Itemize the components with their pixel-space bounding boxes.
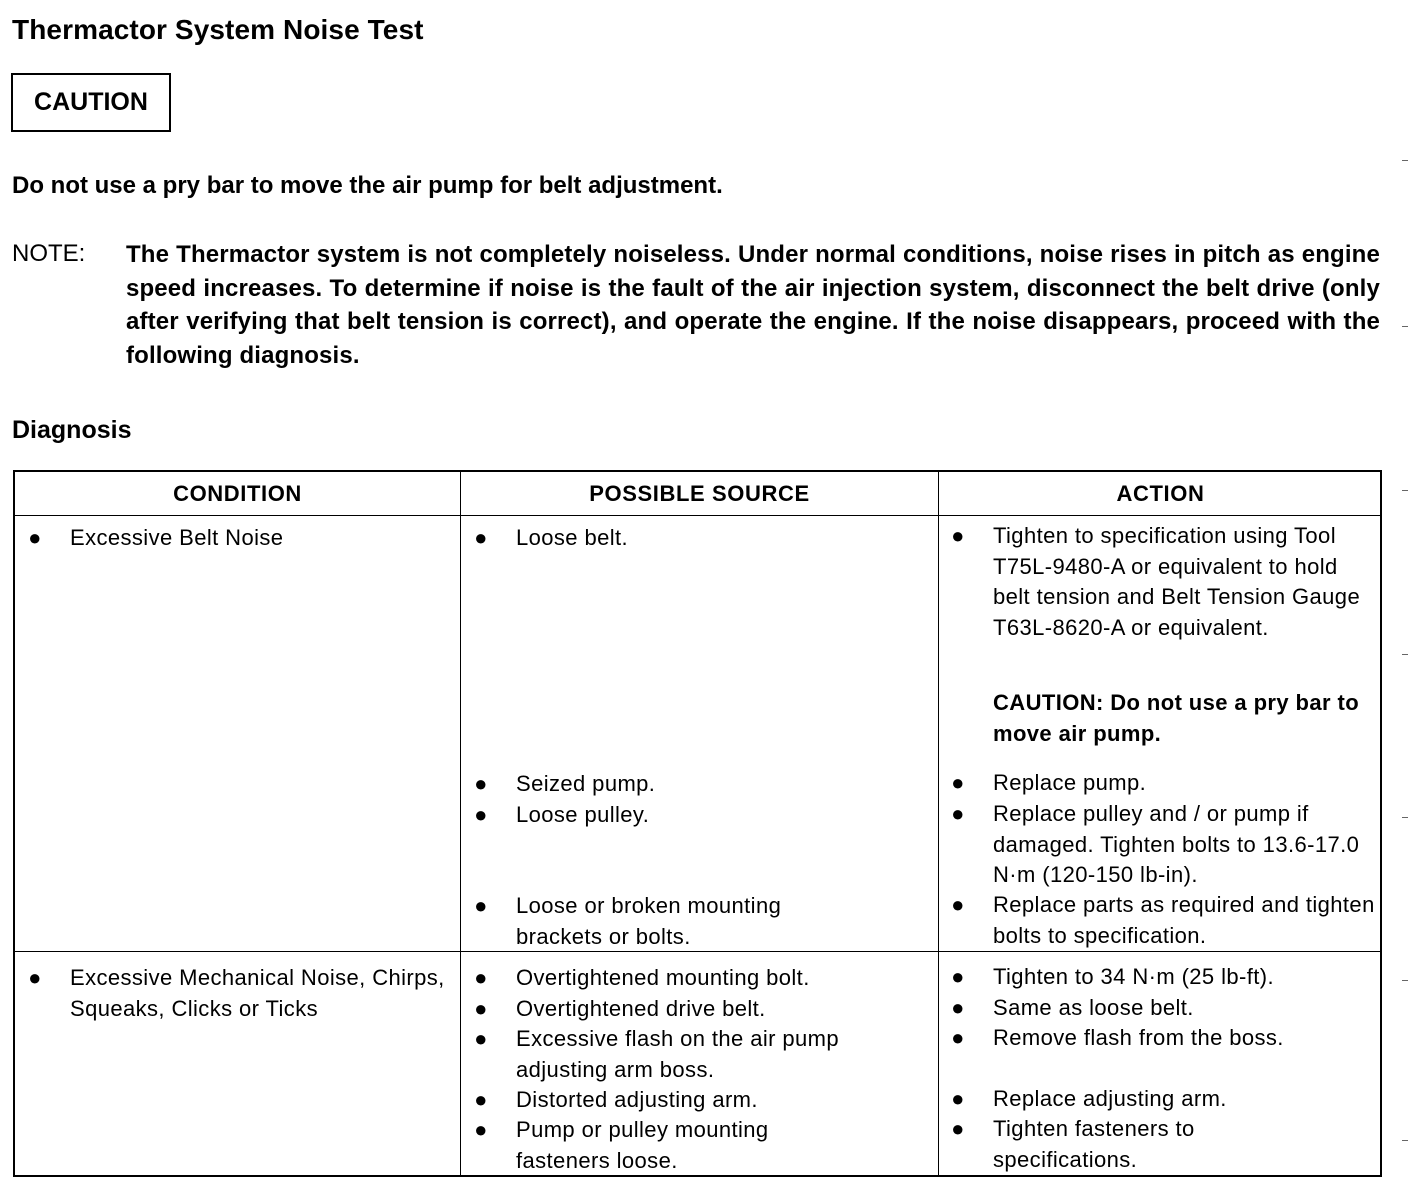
source-item: ● Loose or broken mounting brackets or bolts. — [474, 893, 782, 949]
scan-mark — [1402, 160, 1408, 161]
action-item: ● Tighten to specification using Tool T75L-9480-A or equivalent to hold belt tension and Belt Tension Gauge T63L-8620-A or equivalent. — [951, 523, 1361, 640]
action-item: ● Remove flash from the boss. — [951, 1023, 1376, 1054]
bullet-icon: ● — [951, 523, 965, 548]
action-item: ● Replace pump. — [951, 768, 1376, 799]
note-label: NOTE: — [12, 240, 86, 267]
source-item: ● Seized pump. — [474, 769, 929, 800]
header-action: ACTION — [1116, 481, 1205, 506]
bullet-icon: ● — [951, 801, 965, 826]
action-caution: CAUTION: Do not use a pry bar to move air pump. — [993, 690, 1360, 746]
bullet-icon: ● — [474, 771, 488, 796]
bullet-icon: ● — [951, 1116, 965, 1141]
bullet-icon: ● — [474, 996, 488, 1021]
action-item: ● Tighten fasteners to specifications. — [951, 1116, 1195, 1172]
scan-mark — [1402, 1140, 1408, 1141]
bullet-icon: ● — [474, 1117, 488, 1142]
source-item: ● Loose pulley. — [474, 800, 929, 831]
bullet-icon: ● — [951, 995, 965, 1020]
bullet-icon: ● — [951, 770, 965, 795]
action-item: ● Replace pulley and / or pump if damaged. Tighten bolts to 13.6-17.0 N·m (120-150 lb-in). — [951, 801, 1360, 887]
bullet-icon: ● — [951, 1086, 965, 1111]
source-item: ● Overtightened drive belt. — [474, 994, 929, 1025]
action-item: ● Replace parts as required and tighten bolts to specification. — [951, 892, 1375, 948]
bullet-icon: ● — [951, 1025, 965, 1050]
source-item: ● Overtightened mounting bolt. — [474, 963, 929, 994]
condition-item: ● Excessive Mechanical Noise, Chirps, Squeaks, Clicks or Ticks — [28, 965, 445, 1021]
scan-mark — [1402, 326, 1408, 327]
header-condition: CONDITION — [173, 481, 302, 506]
bullet-icon: ● — [474, 1026, 488, 1051]
bullet-icon: ● — [951, 892, 965, 917]
bullet-icon: ● — [474, 1087, 488, 1112]
caution-box — [11, 73, 171, 132]
condition-item: ● Excessive Belt Noise — [28, 523, 448, 554]
column-divider — [460, 472, 461, 1175]
scan-mark — [1402, 654, 1408, 655]
action-item: ● Tighten to 34 N·m (25 lb-ft). — [951, 962, 1376, 993]
action-item: ● Replace adjusting arm. — [951, 1084, 1376, 1115]
diagnosis-table — [13, 470, 1382, 1177]
bullet-icon: ● — [951, 964, 965, 989]
caution-label: CAUTION — [34, 88, 148, 116]
scan-mark — [1402, 490, 1408, 491]
bullet-icon: ● — [28, 965, 42, 990]
scan-mark — [1402, 980, 1408, 981]
diagnosis-heading: Diagnosis — [12, 416, 132, 444]
bullet-icon: ● — [474, 525, 488, 550]
column-divider — [938, 472, 939, 1175]
source-item: ● Excessive flash on the air pump adjusting arm boss. — [474, 1026, 839, 1082]
source-item: ● Pump or pulley mounting fasteners loose. — [474, 1117, 769, 1173]
page-title: Thermactor System Noise Test — [12, 14, 424, 45]
note-text: The Thermactor system is not completely noiseless. Under normal conditions, noise rises in pitch as engine speed increases. To determine if noise is the fault of the air injection system, disconnect the belt drive (only after verifying that belt tension is correct), and operate the engine. If the noise disappears, proceed with the following diagnosis. — [126, 241, 1380, 369]
bullet-icon: ● — [474, 965, 488, 990]
bullet-icon: ● — [474, 893, 488, 918]
source-item: ● Distorted adjusting arm. — [474, 1085, 929, 1116]
bullet-icon: ● — [474, 802, 488, 827]
bullet-icon: ● — [28, 525, 42, 550]
header-possible-source: POSSIBLE SOURCE — [589, 481, 810, 506]
action-item: ● Same as loose belt. — [951, 993, 1376, 1024]
source-item: ● Loose belt. — [474, 523, 929, 554]
scan-mark — [1402, 817, 1408, 818]
caution-text: Do not use a pry bar to move the air pump for belt adjustment. — [12, 172, 723, 199]
